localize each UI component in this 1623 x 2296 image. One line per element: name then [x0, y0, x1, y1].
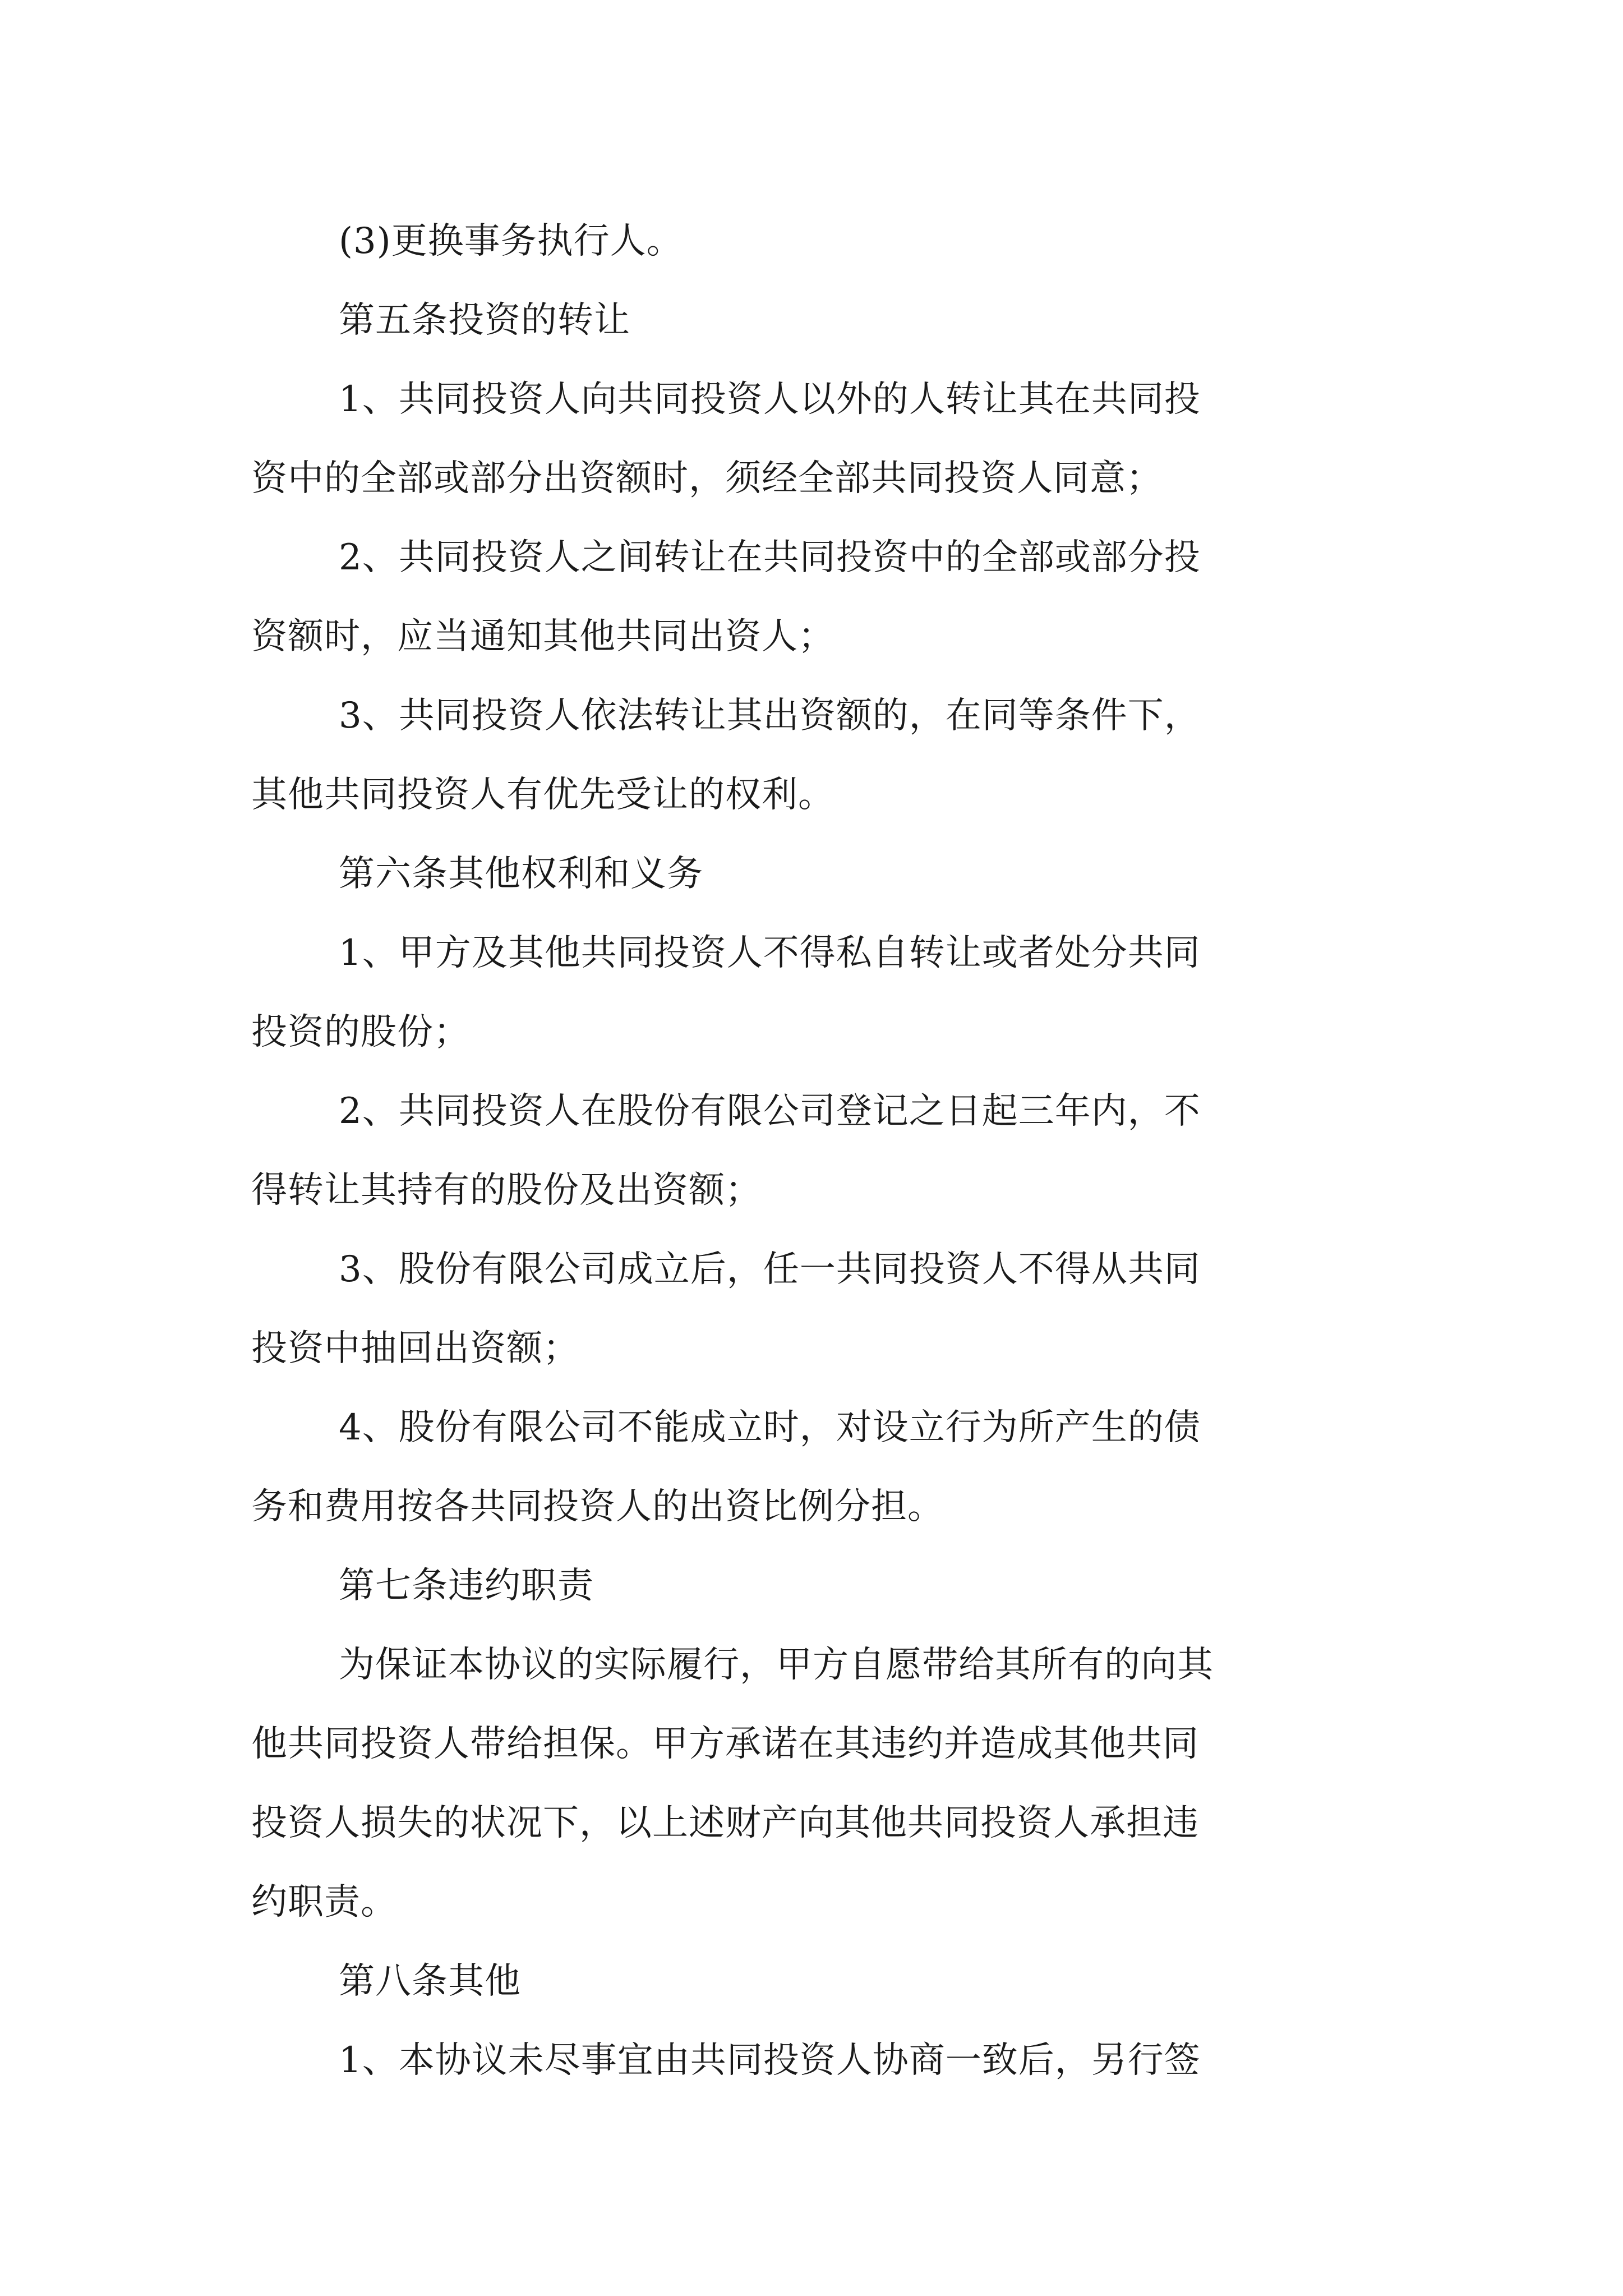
text-line: 2、共同投资人之间转让在共同投资中的全部或部分投 [339, 537, 1201, 578]
section-heading: 第七条违约职责 [339, 1565, 594, 1607]
document-body [251, 202, 1390, 2100]
text-line: 投资的股份； [251, 1011, 470, 1053]
text-line: 投资人损失的状况下，以上述财产向其他共同投资人承担违 [251, 1802, 1199, 1844]
text-line: 他共同投资人带给担保。甲方承诺在其违约并造成其他共同 [251, 1723, 1199, 1765]
text-line: 资额时，应当通知其他共同出资人； [251, 616, 834, 657]
text-line: (3)更换事务执行人。 [339, 220, 683, 262]
text-line: 约职责。 [251, 1881, 397, 1923]
text-line: 资中的全部或部分出资额时，须经全部共同投资人同意； [251, 458, 1163, 499]
section-heading: 第八条其他 [339, 1961, 521, 2002]
text-line: 3、股份有限公司成立后，任一共同投资人不得从共同 [339, 1249, 1201, 1290]
section-heading: 第六条其他权利和义务 [339, 853, 703, 895]
text-line: 3、共同投资人依法转让其出资额的，在同等条件下， [339, 695, 1201, 737]
text-line: 得转让其持有的股份及出资额； [251, 1170, 762, 1211]
text-line: 务和费用按各共同投资人的出资比例分担。 [251, 1486, 944, 1527]
text-line: 其他共同投资人有优先受让的权利。 [251, 774, 834, 816]
text-line: 投资中抽回出资额； [251, 1328, 579, 1369]
text-line: 1、共同投资人向共同投资人以外的人转让其在共同投 [339, 379, 1201, 420]
text-line: 4、股份有限公司不能成立时，对设立行为所产生的债 [339, 1407, 1201, 1448]
text-line: 2、共同投资人在股份有限公司登记之日起三年内，不 [339, 1091, 1201, 1132]
text-line: 1、本协议未尽事宜由共同投资人协商一致后，另行签 [339, 2040, 1201, 2081]
text-line: 为保证本协议的实际履行，甲方自愿带给其所有的向其 [339, 1644, 1214, 1686]
text-line: 1、甲方及其他共同投资人不得私自转让或者处分共同 [339, 932, 1201, 974]
section-heading: 第五条投资的转让 [339, 300, 630, 341]
